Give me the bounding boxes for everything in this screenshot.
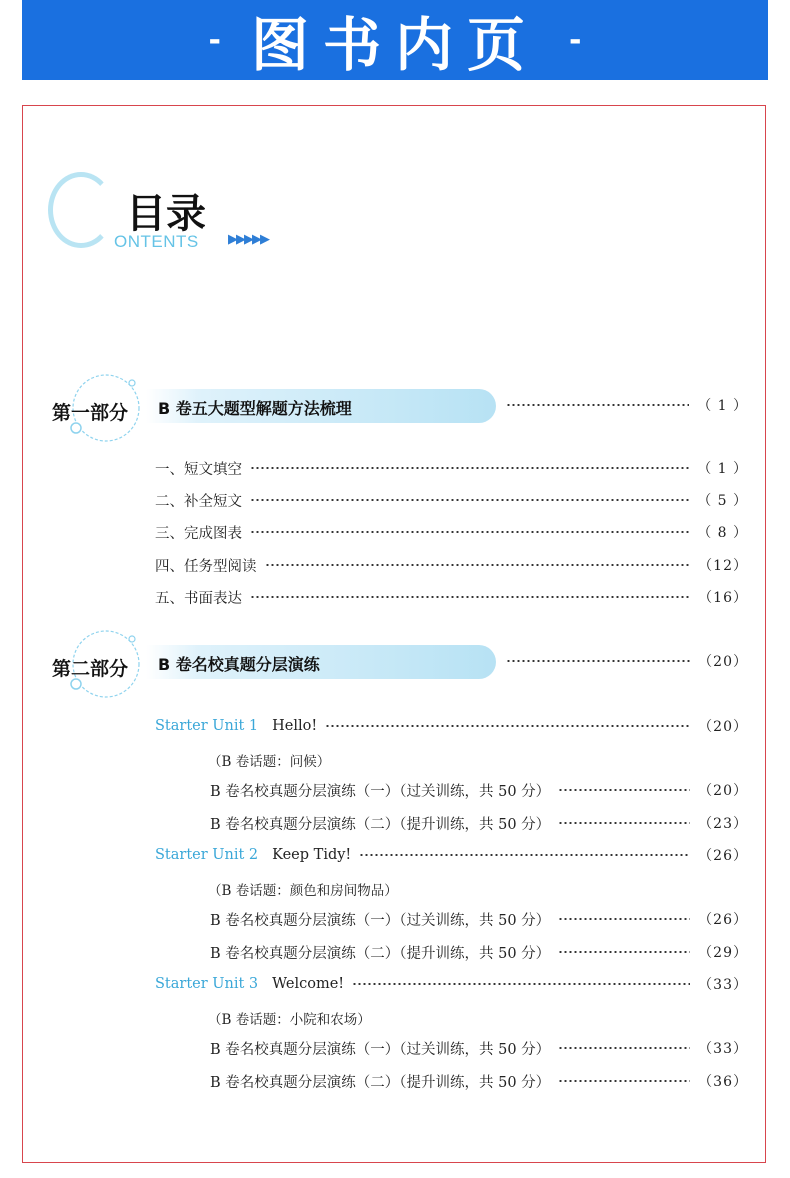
dot-leader	[506, 660, 690, 662]
toc-entry-label: B 卷名校真题分层演练（一）（过关训练，共 50 分）	[210, 912, 551, 929]
banner-title: 图书内页	[250, 11, 539, 79]
toc-entry-page: （36）	[698, 1074, 748, 1090]
unit-topic: （B 卷话题：颜色和房间物品）	[208, 883, 398, 899]
part-two-title: B 卷名校真题分层演练	[158, 655, 320, 674]
toc-entry[interactable]	[210, 779, 748, 801]
part-one-page: （ 1 ）	[697, 398, 748, 414]
unit-label: Starter Unit 1	[155, 718, 259, 734]
dot-leader	[506, 404, 689, 406]
dot-leader	[250, 596, 690, 598]
toc-entry-page: （33）	[698, 1041, 748, 1057]
toc-entry-page: （ 1 ）	[697, 461, 748, 477]
unit-topic: （B 卷话题：小院和农场）	[208, 1012, 371, 1028]
dot-leader	[359, 854, 690, 856]
toc-entry-label: B 卷名校真题分层演练（一）（过关训练，共 50 分）	[210, 1041, 551, 1058]
dot-leader	[325, 725, 690, 727]
unit-name: Keep Tidy!	[272, 847, 352, 863]
toc-entry[interactable]	[155, 489, 748, 511]
banner-dash-left: -	[208, 22, 221, 58]
toc-entry-page: （26）	[698, 912, 748, 928]
toc-entry[interactable]	[210, 941, 748, 963]
unit-entry[interactable]	[155, 973, 748, 995]
dot-leader	[265, 564, 691, 566]
toc-entry-page: （12）	[698, 558, 748, 574]
dot-leader	[558, 822, 690, 824]
part-two-page-row	[498, 650, 748, 672]
toc-entry[interactable]	[210, 908, 748, 930]
unit-name: Hello!	[272, 718, 318, 734]
toc-entry[interactable]	[210, 1037, 748, 1059]
unit-entry[interactable]	[155, 715, 748, 737]
contents-heading	[48, 170, 308, 260]
toc-entry-label: 四、任务型阅读	[155, 558, 257, 575]
part-one-label: 第一部分	[52, 402, 129, 424]
toc-entry-label: B 卷名校真题分层演练（二）（提升训练，共 50 分）	[210, 816, 551, 833]
part-one-page-row	[498, 394, 748, 416]
toc-entry[interactable]	[155, 457, 748, 479]
dot-leader	[558, 951, 690, 953]
unit-name: Welcome!	[272, 976, 345, 992]
dot-leader	[250, 467, 689, 469]
unit-page: （20）	[698, 719, 748, 735]
toc-entry[interactable]	[210, 1070, 748, 1092]
part-two-page: （20）	[698, 654, 748, 670]
dot-leader	[558, 1047, 690, 1049]
dot-leader	[352, 983, 690, 985]
unit-entry[interactable]	[155, 844, 748, 866]
toc-entry-page: （20）	[698, 783, 748, 799]
unit-label: Starter Unit 2	[155, 847, 259, 863]
part-two-label: 第二部分	[52, 658, 129, 680]
dot-leader	[250, 499, 689, 501]
part-one-title: B 卷五大题型解题方法梳理	[158, 399, 352, 418]
dot-leader	[558, 1080, 690, 1082]
unit-page: （33）	[698, 977, 748, 993]
toc-entry-label: 五、书面表达	[155, 590, 242, 607]
top-banner	[22, 0, 768, 80]
toc-entry-page: （ 5 ）	[697, 493, 748, 509]
toc-entry-label: B 卷名校真题分层演练（二）（提升训练，共 50 分）	[210, 945, 551, 962]
dot-leader	[250, 531, 689, 533]
toc-entry-label: 二、补全短文	[155, 493, 242, 510]
contents-arrows-icon: ▶▶▶▶▶	[228, 232, 268, 247]
toc-entry[interactable]	[210, 812, 748, 834]
contents-title-cn: 目录	[126, 191, 206, 237]
toc-entry-page: （23）	[698, 816, 748, 832]
toc-entry-label: 一、短文填空	[155, 461, 242, 478]
toc-entry[interactable]	[155, 554, 748, 576]
banner-dash-right: -	[569, 22, 582, 58]
toc-entry[interactable]	[155, 521, 748, 543]
toc-entry[interactable]	[155, 586, 748, 608]
contents-c-ring-icon	[48, 172, 114, 248]
toc-entry-label: 三、完成图表	[155, 525, 242, 542]
toc-entry-page: （16）	[698, 590, 748, 606]
unit-label: Starter Unit 3	[155, 976, 259, 992]
unit-topic: （B 卷话题：问候）	[208, 754, 331, 770]
toc-entry-label: B 卷名校真题分层演练（二）（提升训练，共 50 分）	[210, 1074, 551, 1091]
toc-entry-page: （29）	[698, 945, 748, 961]
toc-entry-page: （ 8 ）	[697, 525, 748, 541]
dot-leader	[558, 789, 690, 791]
toc-entry-label: B 卷名校真题分层演练（一）（过关训练，共 50 分）	[210, 783, 551, 800]
unit-page: （26）	[698, 848, 748, 864]
contents-title-en: ONTENTS	[114, 232, 199, 251]
dot-leader	[558, 918, 690, 920]
